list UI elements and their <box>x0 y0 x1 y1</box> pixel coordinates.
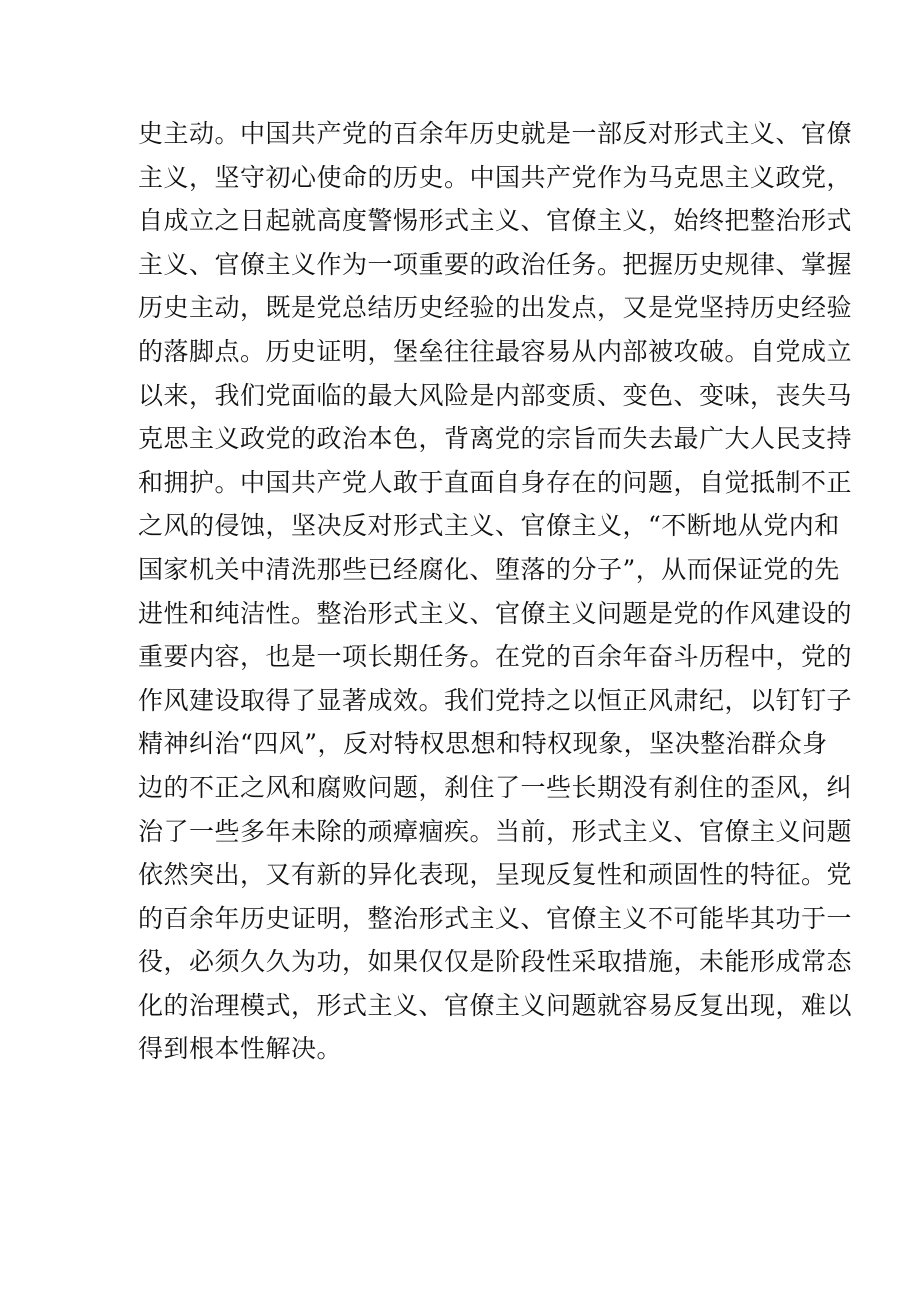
text-line: 克思主义政党的政治本色，背离党的宗旨而失去最广大人民支持 <box>138 424 853 454</box>
text-line: 自成立之日起就高度警惕形式主义、官僚主义，始终把整治形式 <box>138 206 853 236</box>
text-line: 役，必须久久为功，如果仅仅是阶段性采取措施，未能形成常态 <box>138 947 853 977</box>
text-line: 之风的侵蚀，坚决反对形式主义、官僚主义，“不断地从党内和 <box>138 511 840 541</box>
text-line: 得到根本性解决。 <box>138 1034 343 1064</box>
text-line: 边的不正之风和腐败问题，刹住了一些长期没有刹住的歪风，纠 <box>138 772 853 802</box>
text-line: 重要内容，也是一项长期任务。在党的百余年奋斗历程中，党的 <box>138 642 853 672</box>
text-line: 历史主动，既是党总结历史经验的出发点，又是党坚持历史经验 <box>138 293 853 323</box>
text-line: 和拥护。中国共产党人敢于直面自身存在的问题，自觉抵制不正 <box>138 467 853 497</box>
text-line: 的百余年历史证明，整治形式主义、官僚主义不可能毕其功于一 <box>138 903 853 933</box>
text-line: 化的治理模式，形式主义、官僚主义问题就容易反复出现，难以 <box>138 990 853 1020</box>
text-line: 以来，我们党面临的最大风险是内部变质、变色、变味，丧失马 <box>138 380 853 410</box>
text-line: 的落脚点。历史证明，堡垒往往最容易从内部被攻破。自党成立 <box>138 336 853 366</box>
body-paragraph <box>138 112 853 1071</box>
text-line: 进性和纯洁性。整治形式主义、官僚主义问题是党的作风建设的 <box>138 598 853 628</box>
text-line: 治了一些多年未除的顽瘴痼疾。当前，形式主义、官僚主义问题 <box>138 816 853 846</box>
text-line: 精神纠治“四风”，反对特权思想和特权现象，坚决整治群众身 <box>138 729 828 759</box>
text-line: 史主动。中国共产党的百余年历史就是一部反对形式主义、官僚 <box>138 119 853 148</box>
text-line: 作风建设取得了显著成效。我们党持之以恒正风肃纪，以钉钉子 <box>138 685 853 715</box>
text-line: 依然突出，又有新的异化表现，呈现反复性和顽固性的特征。党 <box>138 860 853 890</box>
text-line: 主义，坚守初心使命的历史。中国共产党作为马克思主义政党， <box>138 162 853 192</box>
text-line: 国家机关中清洗那些已经腐化、堕落的分子”，从而保证党的先 <box>138 554 840 584</box>
text-line: 主义、官僚主义作为一项重要的政治任务。把握历史规律、掌握 <box>138 249 853 279</box>
